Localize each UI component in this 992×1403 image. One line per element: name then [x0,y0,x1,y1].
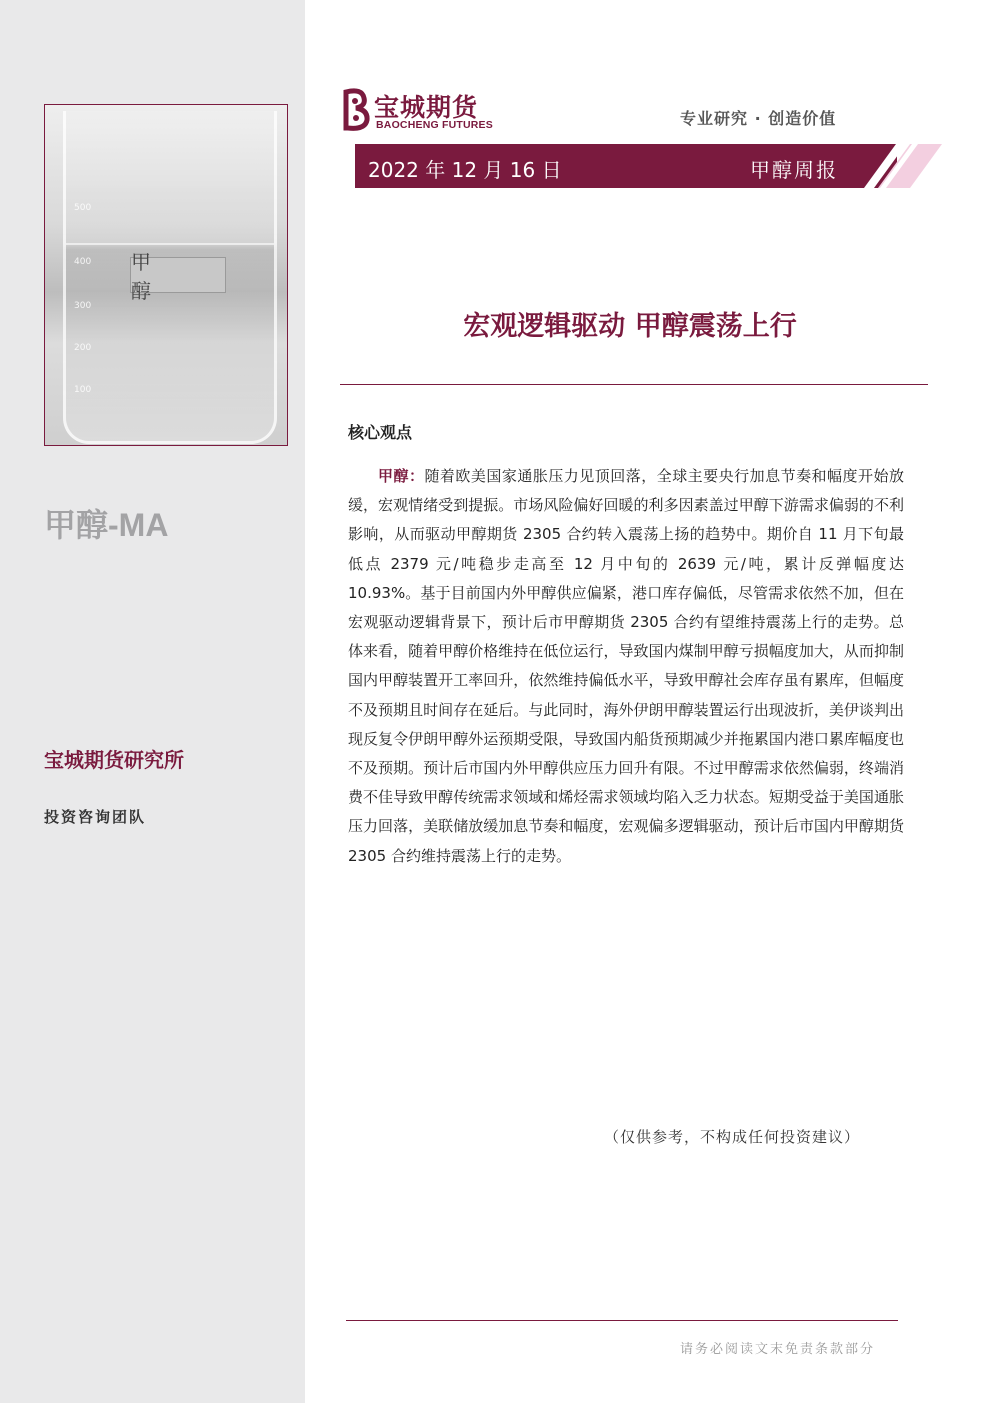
beaker-tick-label: 100 [74,385,92,395]
report-title: 宏观逻辑驱动 甲醇震荡上行 [463,311,797,342]
beaker-tick-label: 400 [74,257,92,267]
team-name: 投资咨询团队 [44,808,147,826]
logo-mark-icon [340,86,372,132]
report-date: 2022 年 12 月 16 日 [368,158,562,182]
investment-disclaimer: （仅供参考，不构成任何投资建议） [604,1128,861,1146]
paragraph-lead: 甲醇： [378,467,425,485]
footer-divider [346,1320,898,1321]
beaker-tick-label: 200 [74,343,92,353]
core-view-heading: 核心观点 [348,423,413,442]
logo-english-text: BAOCHENG FUTURES [376,119,493,131]
beaker-tick-label: 300 [74,301,92,311]
paragraph-body: 随着欧美国家通胀压力见顶回落，全球主要央行加息节奏和幅度开始放缓，宏观情绪受到提振。市场风险偏好回暖的利多因素盖过甲醇下游需求偏弱的不利影响，从而驱动甲醇期货 2305 合约转入震荡上扬的趋势中。期价自 11 月下旬最低点 2379 元/吨稳步走高至 12 月中旬的 2639 元/吨，累计反弹幅度达 10.93%。基于目前国内外甲醇供应偏紧，港口库存偏低，尽管需求依然不加，但在宏观驱动逻辑背景下，预计后市甲醇期货 2305 合约有望维持震荡上行的走势。总体来看，随着甲醇价格维持在低位运行，导致国内煤制甲醇亏损幅度加大，从而抑制国内甲醇装置开工率回升，依然维持偏低水平，导致甲醇社会库存虽有累库，但幅度不及预期且时间存在延后。与此同时，海外伊朗甲醇装置运行出现波折，美伊谈判出现反复令伊朗甲醇外运预期受限，导致国内船货预期减少并拖累国内港口累库幅度也不及预期。预计后市国内外甲醇供应压力回升有限。不过甲醇需求依然偏弱，终端消费不佳导致甲醇传统需求领域和烯烃需求领域均陷入乏力状态。短期受益于美国通胀压力回落，美联储放缓加息节奏和幅度，宏观偏多逻辑驱动，预计后市国内甲醇期货 2305 合约维持震荡上行的走势。 [348,467,904,865]
core-view-paragraph [348,462,904,871]
beaker-image [63,111,277,444]
logo-chinese-text: 宝城期货 [374,93,479,122]
slogan: 专业研究 · 创造价值 [680,109,837,128]
report-type: 甲醇周报 [750,158,838,182]
methanol-beaker-photo [44,104,288,446]
banner-stripes-decoration [860,144,942,188]
beaker-tick-label: 500 [74,203,92,213]
sidebar [0,0,305,1403]
footer-notice: 请务必阅读文末免责条款部分 [680,1342,876,1357]
liquid-surface [66,243,274,245]
company-logo [340,86,510,136]
title-divider [340,384,928,385]
institute-name: 宝城期货研究所 [44,748,184,772]
beaker-label: 甲 醇 [130,257,226,293]
product-name: 甲醇-MA [44,507,169,543]
